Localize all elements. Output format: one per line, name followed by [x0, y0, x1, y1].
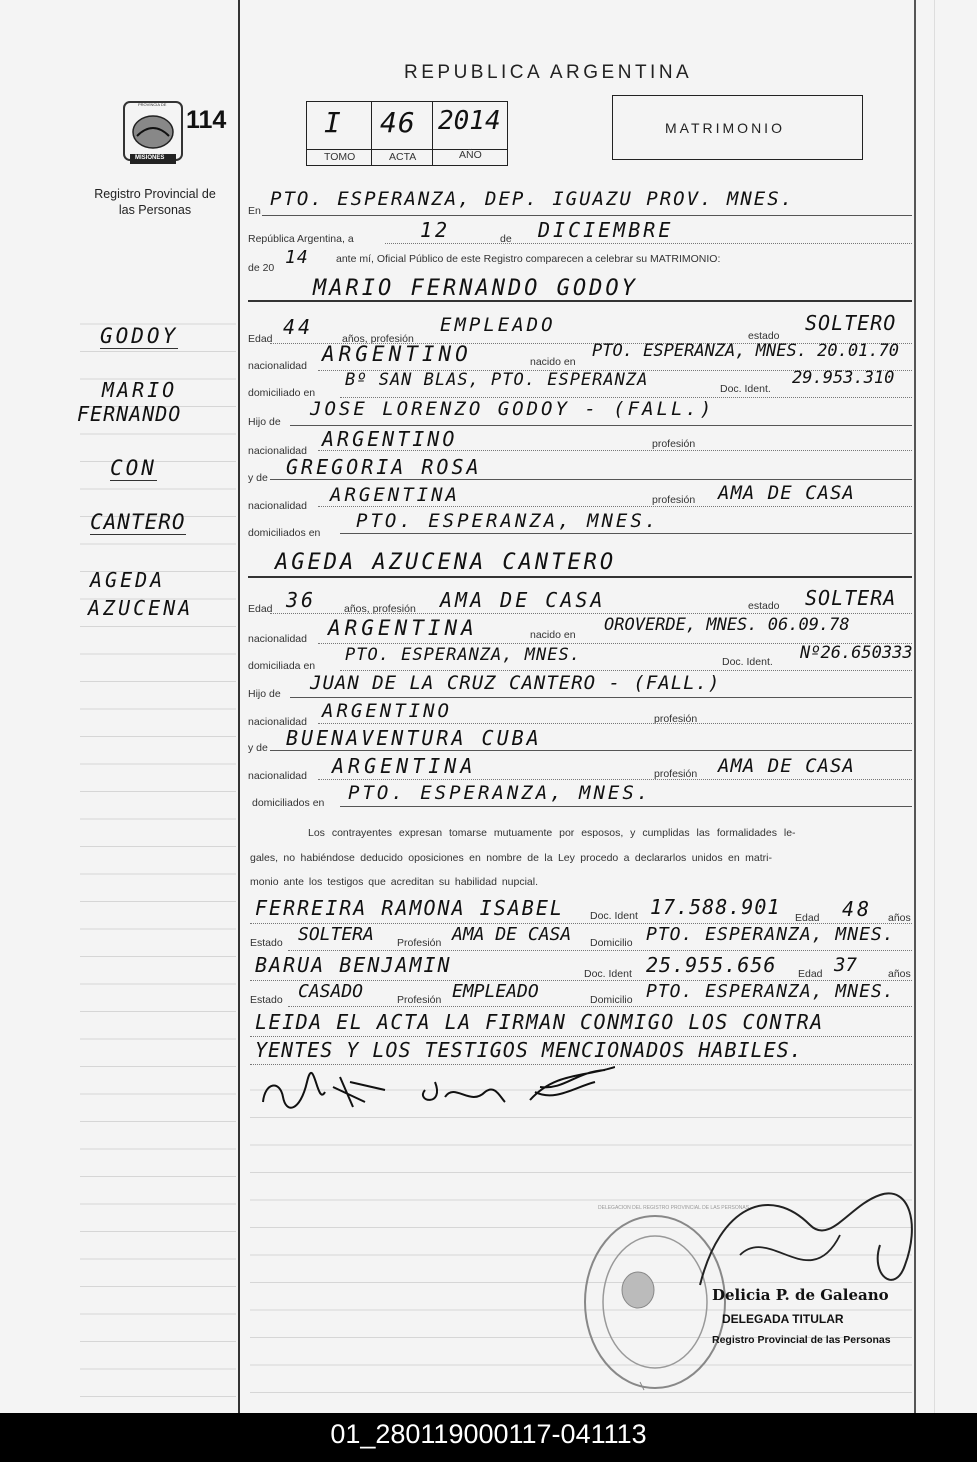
- label-ante: ante mí, Oficial Público de este Registro comparecen a celebrar su MATRIMONIO:: [336, 253, 721, 265]
- label-profesion-madre: profesión: [652, 494, 696, 506]
- label-estado-w2: Estado: [250, 994, 283, 1006]
- intro-day: 12: [420, 218, 451, 242]
- country-title: REPUBLICA ARGENTINA: [404, 62, 693, 83]
- groom-edad: 44: [283, 315, 314, 339]
- label-profesion-madre-b: profesión: [654, 768, 698, 780]
- groom-nacido: PTO. ESPERANZA, MNES. 20.01.70: [592, 341, 900, 361]
- groom-doc: 29.953.310: [792, 368, 895, 388]
- line-g8: [340, 533, 912, 534]
- witness2-name: BARUA BENJAMIN: [255, 953, 452, 977]
- line-w1b: [288, 950, 912, 951]
- margin-note-cantero: CANTERO: [90, 510, 186, 534]
- label-edad-b: Edad: [248, 603, 273, 615]
- label-nacido: nacido en: [530, 356, 576, 368]
- margin-note-con: CON: [110, 456, 157, 480]
- tomo-label: TOMO: [324, 151, 356, 163]
- label-doc-w1: Doc. Ident: [590, 910, 638, 922]
- official-office: Registro Provincial de las Personas: [712, 1334, 891, 1346]
- line-date: [385, 243, 912, 244]
- label-divider-1: [371, 149, 372, 165]
- witness1-estado: SOLTERA: [298, 924, 374, 945]
- bride-madre-nac: ARGENTINA: [332, 754, 477, 778]
- line-b1: [270, 613, 912, 614]
- label-anos-prof: años, profesión: [342, 333, 414, 345]
- witness1-doc: 17.588.901: [650, 895, 781, 919]
- intro-place: PTO. ESPERANZA, DEP. IGUAZU PROV. MNES.: [270, 188, 795, 210]
- groom-madre-prof: AMA DE CASA: [718, 482, 855, 504]
- groom-madre: GREGORIA ROSA: [286, 455, 482, 479]
- label-hijo: Hijo de: [248, 416, 281, 428]
- closing-line-1: LEIDA EL ACTA LA FIRMAN CONMIGO LOS CONTRA: [255, 1010, 824, 1034]
- label-nacionalidad-madre: nacionalidad: [248, 500, 307, 512]
- label-nacionalidad-padre: nacionalidad: [248, 445, 307, 457]
- bride-madre: BUENAVENTURA CUBA: [286, 726, 542, 750]
- line-place: [262, 215, 912, 216]
- declaration-line-2: gales, no habiéndose deducido oposiciones en nombre de la Ley procedo a declararlos unidos en matri-: [250, 852, 772, 864]
- line-b6: [270, 750, 912, 751]
- label-en: En: [248, 205, 261, 217]
- registry-name: Registro Provincial de las Personas: [94, 187, 216, 217]
- contractant-signatures: [255, 1062, 615, 1122]
- official-title: DELEGADA TITULAR: [722, 1312, 844, 1326]
- groom-madre-nac: ARGENTINA: [330, 484, 460, 506]
- witness2-edad: 37: [834, 954, 857, 976]
- witness2-estado: CASADO: [298, 981, 364, 1002]
- witness2-profesion: EMPLEADO: [452, 981, 539, 1002]
- margin-note-godoy: GODOY: [100, 324, 179, 348]
- bride-nacido: OROVERDE, MNES. 06.09.78: [604, 615, 850, 635]
- official-name: Delicia P. de Galeano: [712, 1286, 889, 1304]
- label-estado-b: estado: [748, 600, 780, 612]
- label-edad-w1: Edad: [795, 912, 820, 924]
- bride-padre-nac: ARGENTINO: [322, 700, 452, 722]
- closing-line-2: YENTES Y LOS TESTIGOS MENCIONADOS HABILES.: [255, 1038, 803, 1062]
- page-number: 114: [186, 106, 227, 134]
- line-groom-name: [248, 300, 912, 302]
- label-domicilio-w1: Domicilio: [590, 937, 633, 949]
- line-b3: [340, 670, 912, 671]
- document-id-footer: 01_280119000117-041113: [0, 1413, 977, 1462]
- label-doc-b: Doc. Ident.: [722, 656, 773, 668]
- line-bride-name: [248, 576, 912, 578]
- label-doc: Doc. Ident.: [720, 383, 771, 395]
- ano-value: 2014: [438, 106, 501, 136]
- witness2-domicilio: PTO. ESPERANZA, MNES.: [646, 981, 895, 1002]
- tomo-value: I: [324, 106, 344, 139]
- label-yde: y de: [248, 472, 268, 484]
- stamp-text: DELEGACION DEL REGISTRO PROVINCIAL DE LAS PERSONAS: [598, 1205, 750, 1211]
- label-divider-2: [432, 149, 433, 165]
- label-anos-w2: años: [888, 968, 911, 980]
- margin-note-azucena: AZUCENA: [88, 596, 194, 620]
- intro-year: 14: [285, 247, 309, 268]
- label-domiciliados-b: domiciliados en: [252, 797, 325, 809]
- seal-bottom-text: MISIONES: [135, 155, 165, 161]
- margin-note-fernando: FERNANDO: [77, 402, 182, 426]
- label-de: de: [500, 233, 512, 245]
- witness1-profesion: AMA DE CASA: [452, 924, 572, 945]
- line-g6: [270, 479, 912, 480]
- bride-estado: SOLTERA: [805, 586, 897, 610]
- bride-doc: Nº26.650333: [800, 643, 913, 663]
- label-anos-w1: años: [888, 912, 911, 924]
- label-republica: República Argentina, a: [248, 233, 354, 245]
- bride-nacionalidad: ARGENTINA: [328, 616, 478, 640]
- label-prof-w2: Profesión: [397, 994, 442, 1006]
- bride-padre: JUAN DE LA CRUZ CANTERO - (FALL.): [310, 672, 721, 694]
- seal-top-text: PROVINCIA DE: [138, 102, 167, 107]
- label-edad: Edad: [248, 333, 273, 345]
- bride-madre-prof: AMA DE CASA: [718, 755, 855, 777]
- label-yde-b: y de: [248, 742, 268, 754]
- line-b5: [318, 723, 912, 724]
- intro-month: DICIEMBRE: [538, 218, 674, 242]
- acta-label: ACTA: [389, 151, 417, 163]
- declaration-line-1: Los contrayentes expresan tomarse mutuamente por esposos, y cumplidas las formalidades le-: [308, 827, 796, 839]
- label-nacionalidad-b: nacionalidad: [248, 633, 307, 645]
- margin-note-ageda: AGEDA: [90, 568, 166, 592]
- label-nacionalidad: nacionalidad: [248, 360, 307, 372]
- label-estado: estado: [748, 330, 780, 342]
- type-box-label: MATRIMONIO: [665, 120, 785, 136]
- label-nacionalidad-madre-b: nacionalidad: [248, 770, 307, 782]
- groom-domicilio: Bº SAN BLAS, PTO. ESPERANZA: [345, 370, 649, 390]
- label-anos-prof-b: años, profesión: [344, 603, 416, 615]
- label-domicilio-w2: Domicilio: [590, 994, 633, 1006]
- line-g4: [290, 425, 912, 426]
- label-doc-w2: Doc. Ident: [584, 968, 632, 980]
- groom-estado: SOLTERO: [805, 311, 897, 335]
- line-g7: [318, 506, 912, 507]
- label-prof-w1: Profesión: [397, 937, 442, 949]
- groom-padre: JOSE LORENZO GODOY - (FALL.): [310, 398, 715, 420]
- witness2-doc: 25.955.656: [646, 953, 777, 977]
- label-hijo-b: Hijo de: [248, 688, 281, 700]
- declaration-line-3: monio ante los testigos que acreditan su habilidad nupcial.: [250, 876, 539, 888]
- label-domiciliado: domiciliado en: [248, 387, 316, 399]
- label-profesion-padre: profesión: [652, 438, 696, 450]
- label-estado-w1: Estado: [250, 937, 283, 949]
- groom-domicilio-padres: PTO. ESPERANZA, MNES.: [356, 510, 660, 532]
- bride-profesion: AMA DE CASA: [440, 588, 606, 612]
- line-c1: [250, 1036, 912, 1037]
- witness1-domicilio: PTO. ESPERANZA, MNES.: [646, 924, 895, 945]
- groom-full-name: MARIO FERNANDO GODOY: [313, 276, 638, 301]
- label-nacido-b: nacido en: [530, 629, 576, 641]
- line-b4: [290, 697, 912, 698]
- label-nacionalidad-padre-b: nacionalidad: [248, 716, 307, 728]
- label-de20: de 20: [248, 262, 275, 274]
- label-domiciliada: domiciliada en: [248, 660, 316, 672]
- line-b8: [340, 806, 912, 807]
- witness1-name: FERREIRA RAMONA ISABEL: [255, 896, 564, 920]
- label-edad-w2: Edad: [798, 968, 823, 980]
- groom-nacionalidad: ARGENTINO: [322, 342, 472, 366]
- label-profesion-padre-b: profesión: [654, 713, 698, 725]
- bride-full-name: AGEDA AZUCENA CANTERO: [275, 550, 617, 575]
- groom-profesion: EMPLEADO: [440, 314, 556, 336]
- line-g5: [318, 450, 912, 451]
- bride-edad: 36: [286, 588, 317, 612]
- label-domiciliados: domiciliados en: [248, 527, 321, 539]
- line-w2b: [288, 1006, 912, 1007]
- bride-domicilio: PTO. ESPERANZA, MNES.: [345, 645, 581, 665]
- acta-value: 46: [380, 106, 416, 139]
- ano-label: AÑO: [459, 149, 482, 161]
- groom-padre-nac: ARGENTINO: [322, 427, 458, 451]
- witness1-edad: 48: [842, 897, 873, 921]
- bride-domicilio-padres: PTO. ESPERANZA, MNES.: [348, 782, 652, 804]
- line-b7: [318, 779, 912, 780]
- margin-note-mario: MARIO: [102, 378, 178, 402]
